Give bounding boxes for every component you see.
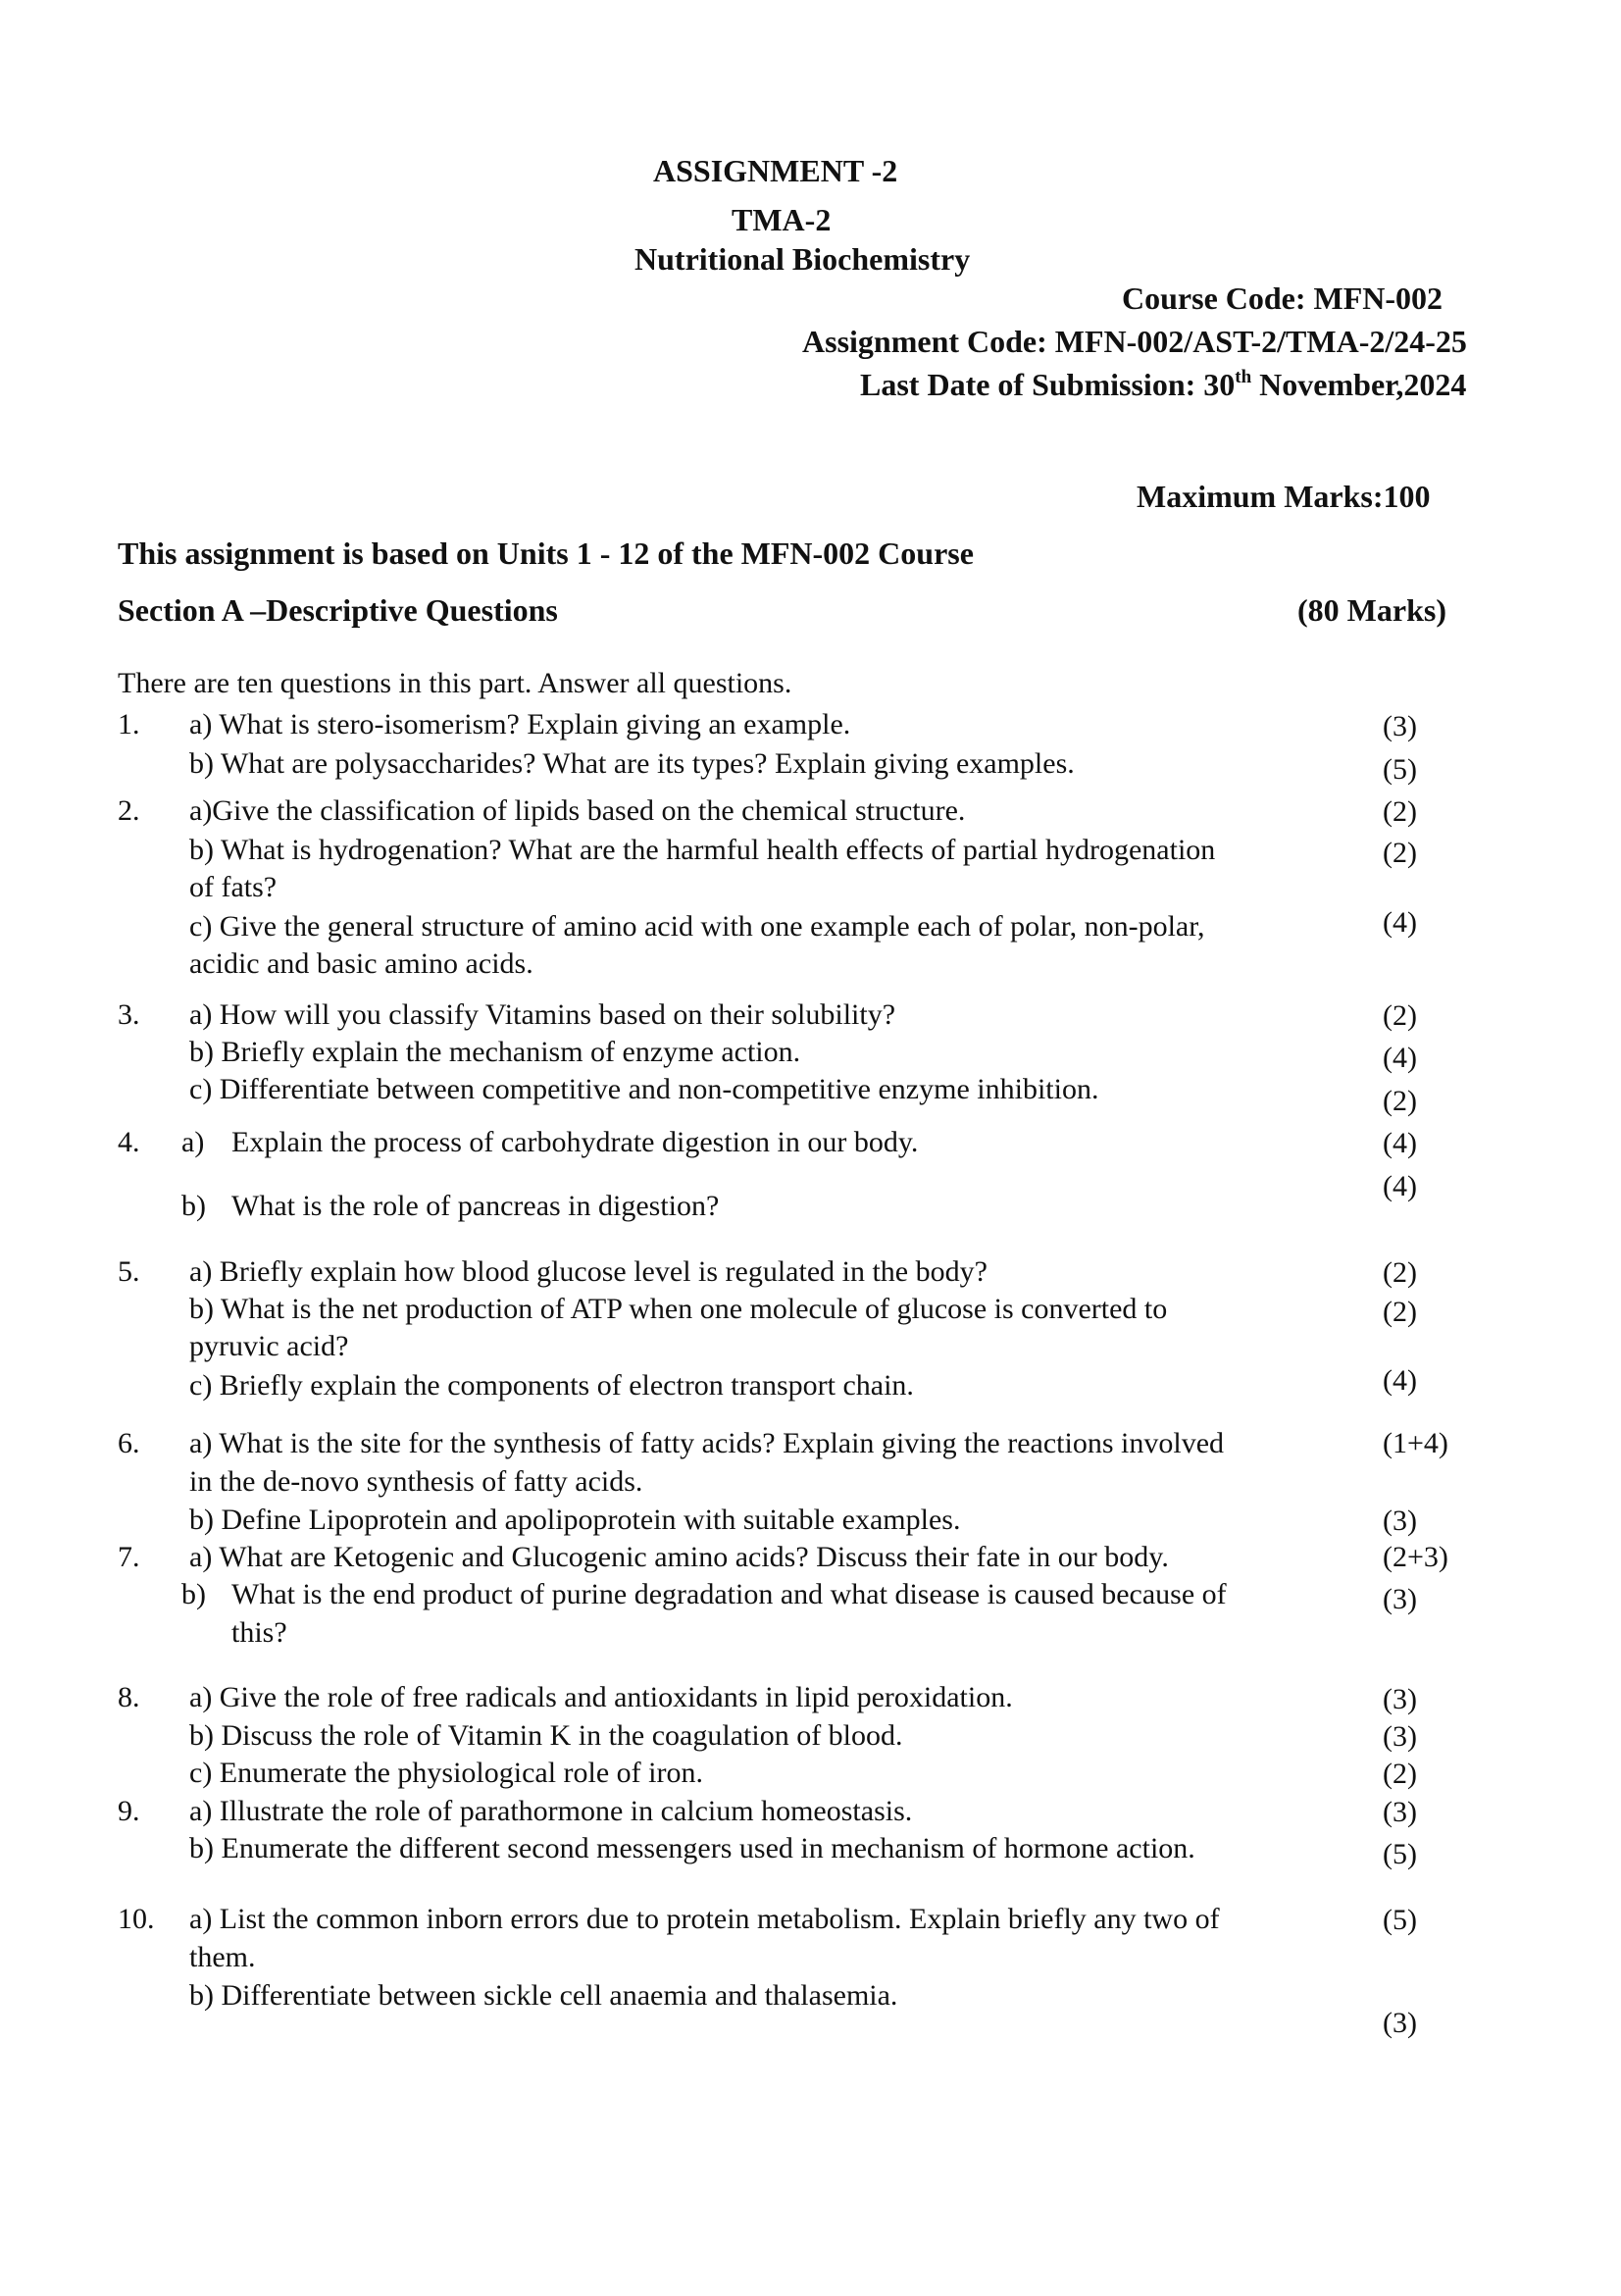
question-8c-text: c) Enumerate the physiological role of iron.: [189, 1757, 703, 1789]
question-5a-text: a) Briefly explain how blood glucose level is regulated in the body?: [189, 1255, 988, 1288]
question-number: 6.: [118, 1427, 140, 1459]
question-number: 7.: [118, 1541, 140, 1573]
question-2a-marks: (2): [1383, 795, 1417, 828]
question-8a-marks: (3): [1383, 1683, 1417, 1715]
question-5b-marks: (2): [1383, 1296, 1417, 1328]
question-4a-label: a): [181, 1126, 205, 1158]
question-8a-text: a) Give the role of free radicals and antioxidants in lipid peroxidation.: [189, 1681, 1013, 1713]
question-3a-text: a) How will you classify Vitamins based on their solubility?: [189, 998, 896, 1031]
question-3b-text: b) Briefly explain the mechanism of enzyme action.: [189, 1036, 801, 1068]
section-title: Section A –Descriptive Questions: [118, 592, 558, 628]
last-date-suffix: November,2024: [1251, 367, 1467, 402]
question-6a-text-line2: in the de-novo synthesis of fatty acids.: [189, 1465, 643, 1498]
question-5a-marks: (2): [1383, 1256, 1417, 1289]
question-7b-text-line1: What is the end product of purine degradation and what disease is caused because of: [231, 1578, 1227, 1610]
section-instructions: There are ten questions in this part. Answer all questions.: [118, 667, 792, 699]
question-2b-text-line1: b) What is hydrogenation? What are the harmful health effects of partial hydrogenation: [189, 834, 1216, 866]
question-7a-text: a) What are Ketogenic and Glucogenic amino acids? Discuss their fate in our body.: [189, 1541, 1169, 1573]
question-2b-text-line2: of fats?: [189, 871, 278, 903]
question-7a-marks: (2+3): [1383, 1541, 1448, 1573]
question-5b-text-line1: b) What is the net production of ATP when one molecule of glucose is converted to: [189, 1293, 1168, 1325]
question-7b-text-line2: this?: [231, 1616, 287, 1649]
question-number: 5.: [118, 1255, 140, 1288]
question-4b-label: b): [181, 1190, 206, 1222]
assignment-title: ASSIGNMENT -2: [653, 153, 898, 188]
question-8c-marks: (2): [1383, 1758, 1417, 1790]
question-5b-text-line2: pyruvic acid?: [189, 1330, 349, 1362]
question-number: 2.: [118, 794, 140, 827]
assignment-basis: This assignment is based on Units 1 - 12 of the MFN-002 Course: [118, 536, 974, 571]
question-8b-marks: (3): [1383, 1720, 1417, 1753]
question-3c-marks: (2): [1383, 1085, 1417, 1117]
last-date-prefix: Last Date of Submission: 30: [860, 367, 1236, 402]
question-2c-marks: (4): [1383, 906, 1417, 939]
question-number: 4.: [118, 1126, 140, 1158]
question-9a-marks: (3): [1383, 1796, 1417, 1828]
question-8b-text: b) Discuss the role of Vitamin K in the coagulation of blood.: [189, 1719, 903, 1752]
course-code: Course Code: MFN-002: [1122, 281, 1444, 316]
question-3a-marks: (2): [1383, 999, 1417, 1032]
question-1b-text: b) What are polysaccharides? What are its types? Explain giving examples.: [189, 747, 1075, 780]
question-number: 10.: [118, 1903, 155, 1935]
question-6a-marks: (1+4): [1383, 1427, 1448, 1459]
question-3c-text: c) Differentiate between competitive and non-competitive enzyme inhibition.: [189, 1073, 1099, 1105]
question-1b-marks: (5): [1383, 753, 1417, 786]
question-number: 1.: [118, 708, 140, 740]
question-5c-text: c) Briefly explain the components of electron transport chain.: [189, 1369, 914, 1402]
question-4a-text: Explain the process of carbohydrate digestion in our body.: [231, 1126, 919, 1158]
question-4b-text: What is the role of pancreas in digestion?: [231, 1190, 720, 1222]
question-number: 9.: [118, 1795, 140, 1827]
question-number: 8.: [118, 1681, 140, 1713]
subject-title: Nutritional Biochemistry: [634, 241, 971, 277]
question-2c-text-line1: c) Give the general structure of amino acid with one example each of polar, non-polar,: [189, 910, 1205, 943]
question-1a-marks: (3): [1383, 710, 1417, 742]
question-4b-marks: (4): [1383, 1170, 1417, 1202]
question-7b-label: b): [181, 1578, 206, 1610]
question-10b-text: b) Differentiate between sickle cell anaemia and thalasemia.: [189, 1979, 898, 2012]
assignment-code: Assignment Code: MFN-002/AST-2/TMA-2/24-25: [802, 324, 1467, 359]
question-1a-text: a) What is stero-isomerism? Explain giving an example.: [189, 708, 851, 740]
maximum-marks: Maximum Marks:100: [1137, 479, 1431, 514]
question-2c-text-line2: acidic and basic amino acids.: [189, 947, 533, 980]
question-9b-text: b) Enumerate the different second messengers used in mechanism of hormone action.: [189, 1832, 1195, 1864]
last-date-of-submission: [860, 367, 1466, 403]
question-4a-marks: (4): [1383, 1127, 1417, 1159]
question-2a-text: a)Give the classification of lipids based on the chemical structure.: [189, 794, 966, 827]
question-6a-text-line1: a) What is the site for the synthesis of fatty acids? Explain giving the reactions involved: [189, 1427, 1225, 1459]
question-6b-text: b) Define Lipoprotein and apolipoprotein with suitable examples.: [189, 1504, 961, 1536]
question-9b-marks: (5): [1383, 1838, 1417, 1870]
question-6b-marks: (3): [1383, 1505, 1417, 1537]
question-10a-marks: (5): [1383, 1904, 1417, 1936]
question-number: 3.: [118, 998, 140, 1031]
section-marks: (80 Marks): [1297, 592, 1446, 628]
question-9a-text: a) Illustrate the role of parathormone in calcium homeostasis.: [189, 1795, 913, 1827]
question-3b-marks: (4): [1383, 1042, 1417, 1074]
question-5c-marks: (4): [1383, 1364, 1417, 1397]
question-2b-marks: (2): [1383, 837, 1417, 869]
question-10a-text-line2: them.: [189, 1941, 256, 1973]
question-10b-marks: (3): [1383, 2007, 1417, 2039]
question-7b-marks: (3): [1383, 1583, 1417, 1615]
tma-label: TMA-2: [732, 202, 832, 237]
question-10a-text-line1: a) List the common inborn errors due to protein metabolism. Explain briefly any two of: [189, 1903, 1220, 1935]
last-date-ordinal: th: [1235, 367, 1252, 387]
